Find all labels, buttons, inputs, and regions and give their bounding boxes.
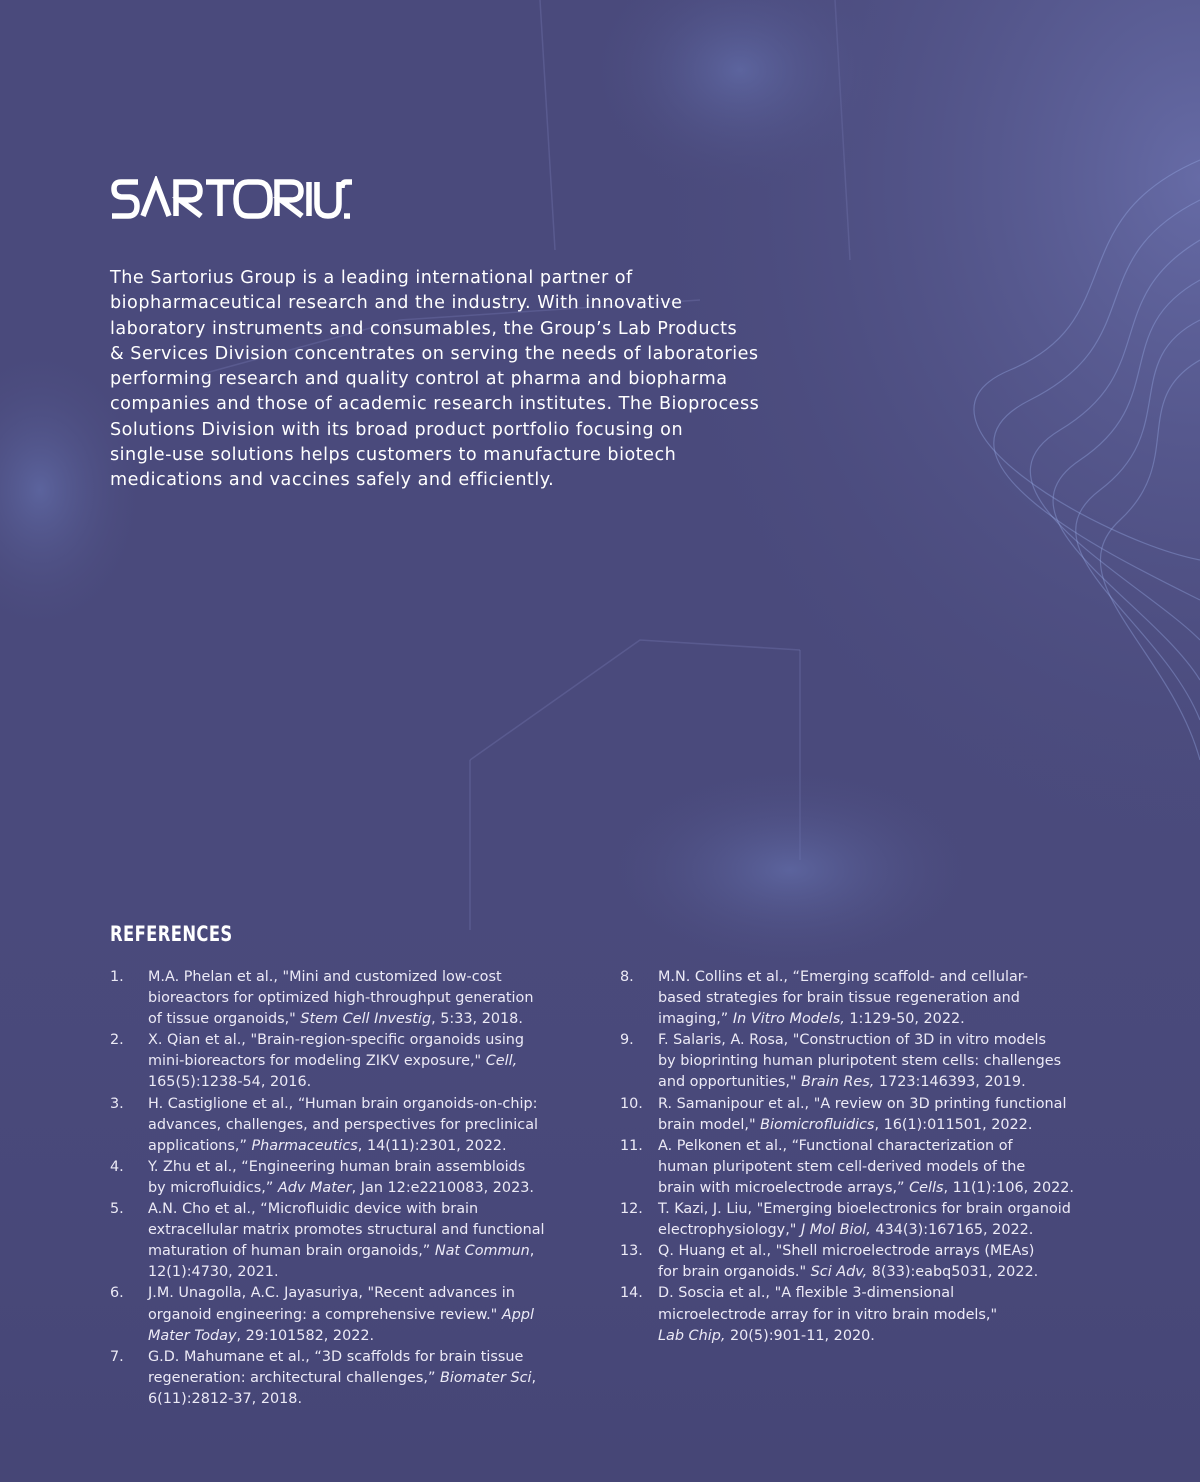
journal-name: Lab Chip, (658, 1327, 726, 1344)
reference-number: 9. (620, 1032, 634, 1049)
reference-line: brain model," Biomicrofluidics, 16(1):011501, 2022. (658, 1116, 1033, 1133)
reference-line: and opportunities," Brain Res, 1723:146393, 2019. (658, 1074, 1026, 1091)
reference-line: based strategies for brain tissue regeneration and (658, 990, 1020, 1007)
reference-item (620, 1241, 1120, 1283)
journal-name: Cells (909, 1179, 944, 1196)
description-line: single-use solutions helps customers to manufacture biotech (110, 445, 677, 466)
reference-line: microelectrode array for in vitro brain models," (658, 1306, 998, 1323)
references-column-right (620, 967, 1120, 1347)
reference-line: 165(5):1238-54, 2016. (148, 1074, 312, 1091)
reference-line: Mater Today, 29:101582, 2022. (148, 1327, 375, 1344)
reference-line: mini-bioreactors for modeling ZIKV exposure," Cell, (148, 1053, 518, 1070)
references-column-left (110, 967, 600, 1410)
reference-line: maturation of human brain organoids,” Nat Commun, (148, 1243, 535, 1260)
journal-name: Nat Commun (434, 1243, 530, 1260)
reference-line: J.M. Unagolla, A.C. Jayasuriya, "Recent advances in (148, 1285, 515, 1302)
reference-item (110, 1030, 600, 1093)
reference-line: advances, challenges, and perspectives for preclinical (148, 1116, 539, 1133)
reference-line: imaging,” In Vitro Models, 1:129-50, 2022. (658, 1011, 965, 1028)
reference-line: M.N. Collins et al., “Emerging scaffold- and cellular- (658, 969, 1028, 985)
description-line: The Sartorius Group is a leading international partner of (110, 268, 633, 288)
reference-line: M.A. Phelan et al., "Mini and customized low-cost (148, 969, 502, 985)
reference-number: 2. (110, 1032, 124, 1049)
description-line: performing research and quality control at pharma and biopharma (110, 369, 728, 390)
reference-line: A. Pelkonen et al., “Functional characterization of (658, 1137, 1013, 1154)
reference-number: 8. (620, 969, 634, 985)
reference-number: 5. (110, 1201, 124, 1218)
description-line: medications and vaccines safely and efficiently. (110, 470, 555, 491)
journal-name: Biomicrofluidics (760, 1116, 875, 1133)
reference-line: G.D. Mahumane et al., “3D scaffolds for brain tissue (148, 1348, 524, 1365)
reference-item (110, 1347, 600, 1410)
company-description (110, 266, 810, 494)
reference-line: F. Salaris, A. Rosa, "Construction of 3D in vitro models (658, 1032, 1047, 1049)
reference-line: Lab Chip, 20(5):901-11, 2020. (658, 1327, 875, 1344)
description-line: companies and those of academic research institutes. The Bioprocess (110, 394, 760, 415)
description-line: Solutions Division with its broad product portfolio focusing on (110, 419, 684, 440)
journal-name: Brain Res, (801, 1074, 875, 1091)
reference-line: extracellular matrix promotes structural and functional (148, 1222, 545, 1239)
reference-line: X. Qian et al., "Brain-region-specific organoids using (148, 1032, 525, 1049)
reference-item (110, 1283, 600, 1346)
reference-number: 1. (110, 969, 124, 985)
reference-line: by bioprinting human pluripotent stem cells: challenges (658, 1053, 1062, 1070)
reference-item (620, 967, 1120, 1030)
reference-number: 11. (620, 1137, 643, 1154)
reference-number: 3. (110, 1095, 124, 1112)
journal-name: In Vitro Models, (732, 1011, 845, 1028)
reference-line: Y. Zhu et al., “Engineering human brain assembloids (148, 1158, 526, 1175)
journal-name: Mater Today (148, 1327, 237, 1344)
journal-name: Appl (501, 1306, 534, 1323)
reference-item (620, 1283, 1120, 1346)
reference-line: H. Castiglione et al., “Human brain organoids-on-chip: (148, 1095, 538, 1112)
reference-line: D. Soscia et al., "A flexible 3-dimensional (658, 1285, 955, 1302)
reference-line: A.N. Cho et al., “Microfluidic device with brain (148, 1201, 479, 1218)
reference-line: human pluripotent stem cell-derived models of the (658, 1158, 1026, 1175)
reference-item (110, 967, 600, 1030)
reference-item (620, 1030, 1120, 1093)
journal-name: J Mol Biol, (800, 1222, 871, 1239)
reference-number: 6. (110, 1285, 124, 1302)
reference-item (110, 1157, 600, 1199)
reference-line: T. Kazi, J. Liu, "Emerging bioelectronics for brain organoid (658, 1201, 1071, 1218)
reference-line: Q. Huang et al., "Shell microelectrode arrays (MEAs) (658, 1243, 1035, 1260)
description-line: biopharmaceutical research and the industry. With innovative (110, 293, 683, 314)
reference-line: by microfluidics,” Adv Mater, Jan 12:e2210083, 2023. (148, 1179, 534, 1196)
sartorius-logo (110, 176, 354, 222)
description-line: laboratory instruments and consumables, the Group’s Lab Products (110, 318, 738, 339)
reference-item (620, 1136, 1120, 1199)
reference-number: 7. (110, 1348, 124, 1365)
reference-item (620, 1199, 1120, 1241)
journal-name: Adv Mater (277, 1179, 352, 1196)
reference-item (110, 1199, 600, 1283)
journal-name: Stem Cell Investig (300, 1011, 432, 1028)
reference-line: brain with microelectrode arrays,” Cells, 11(1):106, 2022. (658, 1179, 1074, 1196)
reference-line: R. Samanipour et al., "A review on 3D printing functional (658, 1095, 1067, 1112)
references-heading: REFERENCES (110, 922, 233, 946)
reference-item (110, 1094, 600, 1157)
reference-line: regeneration: architectural challenges,” Biomater Sci, (148, 1369, 537, 1386)
journal-name: Cell, (485, 1053, 518, 1070)
reference-number: 10. (620, 1095, 643, 1112)
reference-item (620, 1094, 1120, 1136)
reference-number: 4. (110, 1158, 124, 1175)
reference-line: of tissue organoids," Stem Cell Investig, 5:33, 2018. (148, 1011, 523, 1028)
reference-line: applications,” Pharmaceutics, 14(11):2301, 2022. (148, 1137, 507, 1154)
reference-line: for brain organoids." Sci Adv, 8(33):eabq5031, 2022. (658, 1264, 1039, 1281)
journal-name: Pharmaceutics (251, 1137, 358, 1154)
journal-name: Biomater Sci (439, 1369, 532, 1386)
description-line: & Services Division concentrates on serving the needs of laboratories (110, 343, 759, 364)
reference-line: 12(1):4730, 2021. (148, 1264, 279, 1281)
reference-line: electrophysiology," J Mol Biol, 434(3):167165, 2022. (658, 1222, 1034, 1239)
reference-number: 13. (620, 1243, 643, 1260)
journal-name: Sci Adv, (810, 1264, 868, 1281)
reference-line: organoid engineering: a comprehensive review." Appl (148, 1306, 534, 1323)
reference-number: 12. (620, 1201, 643, 1218)
reference-line: bioreactors for optimized high-throughput generation (148, 990, 534, 1007)
reference-line: 6(11):2812-37, 2018. (148, 1390, 303, 1407)
reference-number: 14. (620, 1285, 643, 1302)
